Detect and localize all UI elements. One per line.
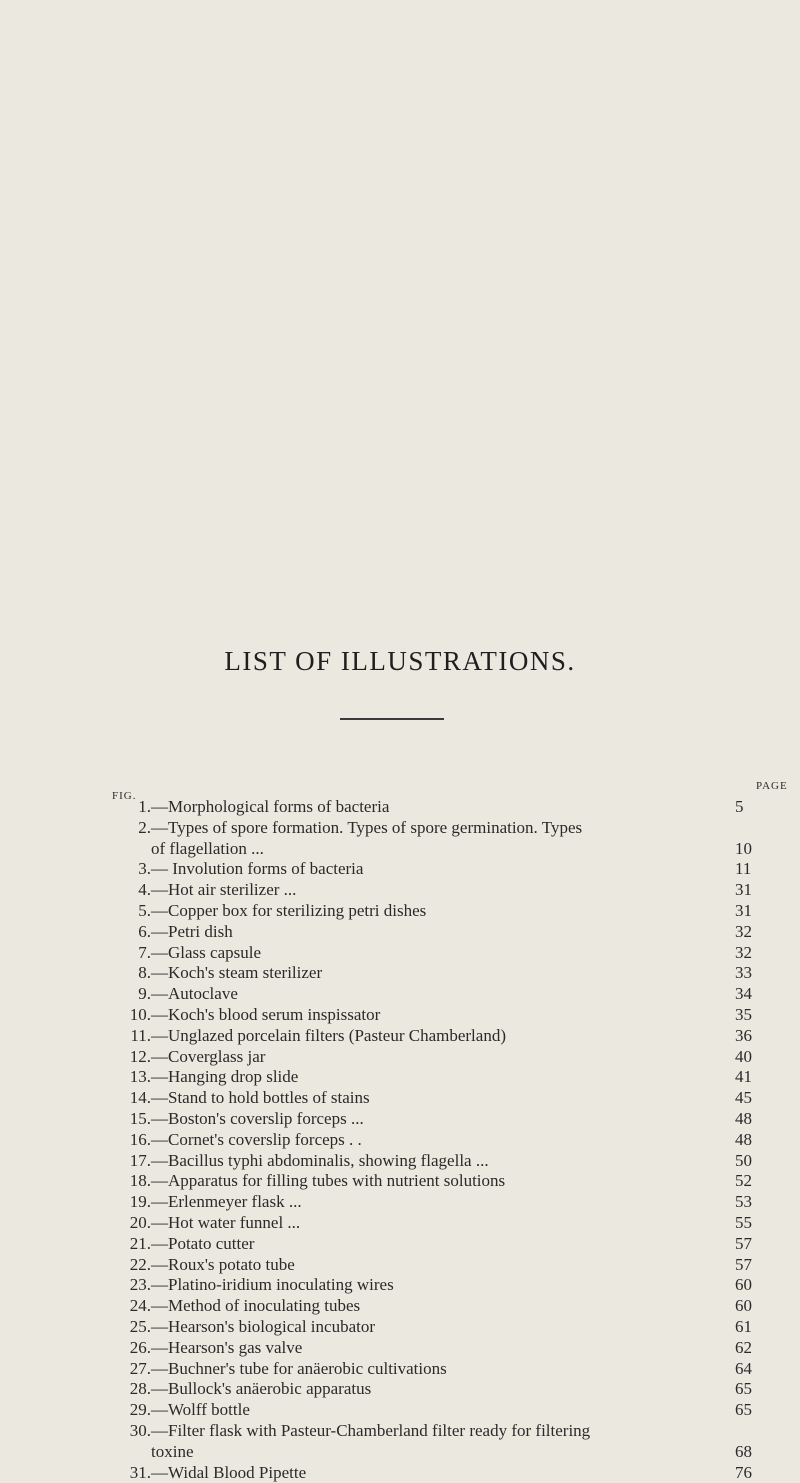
page-number: 32 <box>735 943 775 964</box>
list-item <box>115 797 775 818</box>
figure-number: 6. <box>115 922 151 943</box>
page-number: 48 <box>735 1130 775 1151</box>
figure-number: 28. <box>115 1379 151 1400</box>
list-item <box>115 818 775 839</box>
list-item <box>115 1047 775 1068</box>
page-column-header: PAGE <box>756 780 788 792</box>
page-number: 35 <box>735 1005 775 1026</box>
figure-caption: —Erlenmeyer flask ... <box>151 1192 302 1211</box>
figure-number: 23. <box>115 1275 151 1296</box>
page-number: 76 <box>735 1463 775 1483</box>
list-item <box>115 984 775 1005</box>
figure-number: 18. <box>115 1171 151 1192</box>
figure-number: 19. <box>115 1192 151 1213</box>
figure-number: 10. <box>115 1005 151 1026</box>
figure-number: 11. <box>115 1026 151 1047</box>
list-item <box>115 880 775 901</box>
list-item <box>115 901 775 922</box>
figure-number: 22. <box>115 1255 151 1276</box>
figure-caption: —Apparatus for filling tubes with nutrient solutions <box>151 1171 505 1190</box>
page-number: 10 <box>735 839 775 860</box>
page-number: 60 <box>735 1296 775 1317</box>
figure-number: 12. <box>115 1047 151 1068</box>
figure-number: 4. <box>115 880 151 901</box>
figure-caption: —Wolff bottle <box>151 1400 250 1419</box>
figure-caption: —Petri dish <box>151 922 233 941</box>
page-number: 31 <box>735 880 775 901</box>
figure-number: 2. <box>115 818 151 839</box>
figure-number: 24. <box>115 1296 151 1317</box>
list-item-continuation <box>115 839 775 860</box>
figure-caption: —Koch's blood serum inspissator <box>151 1005 380 1024</box>
figure-number: 5. <box>115 901 151 922</box>
page-number: 57 <box>735 1255 775 1276</box>
figure-caption: —Hearson's biological incubator <box>151 1317 375 1336</box>
list-item <box>115 1317 775 1338</box>
figure-number: 16. <box>115 1130 151 1151</box>
figure-caption-continuation: of flagellation ... <box>115 839 264 858</box>
page-number: 31 <box>735 901 775 922</box>
figure-number: 20. <box>115 1213 151 1234</box>
figure-number: 21. <box>115 1234 151 1255</box>
list-item <box>115 1463 775 1483</box>
page-number: 64 <box>735 1359 775 1380</box>
figure-caption: —Widal Blood Pipette <box>151 1463 306 1482</box>
page-number: 36 <box>735 1026 775 1047</box>
figure-number: 8. <box>115 963 151 984</box>
list-item <box>115 1400 775 1421</box>
figure-caption: —Hot water funnel ... <box>151 1213 300 1232</box>
figure-caption: —Method of inoculating tubes <box>151 1296 360 1315</box>
figure-caption: —Boston's coverslip forceps ... <box>151 1109 364 1128</box>
page-number: 65 <box>735 1400 775 1421</box>
list-item <box>115 1213 775 1234</box>
list-item <box>115 1088 775 1109</box>
fig-column-header: FIG. <box>112 790 136 802</box>
page-number: 40 <box>735 1047 775 1068</box>
figure-caption: —Hanging drop slide <box>151 1067 298 1086</box>
figure-caption: —Morphological forms of bacteria <box>151 797 389 816</box>
list-item <box>115 1192 775 1213</box>
page-number: 11 <box>735 859 775 880</box>
figure-caption: —Stand to hold bottles of stains <box>151 1088 370 1107</box>
figure-number: 30. <box>115 1421 151 1442</box>
list-item <box>115 1151 775 1172</box>
page-title: LIST OF ILLUSTRATIONS. <box>0 646 800 677</box>
figure-caption: —Koch's steam sterilizer <box>151 963 322 982</box>
figure-caption: —Types of spore formation. Types of spore germination. Types <box>151 818 582 837</box>
figure-caption: —Bullock's anäerobic apparatus <box>151 1379 371 1398</box>
figure-number: 27. <box>115 1359 151 1380</box>
list-item <box>115 1421 775 1442</box>
figure-caption: —Potato cutter <box>151 1234 254 1253</box>
list-item <box>115 1130 775 1151</box>
figure-caption: —Bacillus typhi abdominalis, showing flagella ... <box>151 1151 489 1170</box>
figure-caption-continuation: toxine <box>115 1442 194 1461</box>
list-item <box>115 1005 775 1026</box>
figure-number: 17. <box>115 1151 151 1172</box>
figure-caption: —Unglazed porcelain filters (Pasteur Chamberland) <box>151 1026 506 1045</box>
page-number: 48 <box>735 1109 775 1130</box>
page-number: 57 <box>735 1234 775 1255</box>
list-item <box>115 1109 775 1130</box>
figure-number: 25. <box>115 1317 151 1338</box>
figure-caption: — Involution forms of bacteria <box>151 859 363 878</box>
figure-number: 29. <box>115 1400 151 1421</box>
page-number: 45 <box>735 1088 775 1109</box>
figure-number: 31. <box>115 1463 151 1483</box>
list-item <box>115 1359 775 1380</box>
figure-caption: —Platino-iridium inoculating wires <box>151 1275 394 1294</box>
figure-number: 15. <box>115 1109 151 1130</box>
illustrations-list <box>115 797 775 1483</box>
list-item <box>115 1379 775 1400</box>
figure-caption: —Autoclave <box>151 984 238 1003</box>
list-item <box>115 922 775 943</box>
figure-caption: —Hearson's gas valve <box>151 1338 302 1357</box>
figure-number: 7. <box>115 943 151 964</box>
page-number: 60 <box>735 1275 775 1296</box>
list-item <box>115 943 775 964</box>
page-number: 41 <box>735 1067 775 1088</box>
figure-number: 1. <box>115 797 151 818</box>
page-number: 5 <box>735 797 775 818</box>
list-item <box>115 859 775 880</box>
figure-caption: —Copper box for sterilizing petri dishes <box>151 901 426 920</box>
list-item <box>115 1234 775 1255</box>
figure-number: 9. <box>115 984 151 1005</box>
figure-caption: —Glass capsule <box>151 943 261 962</box>
figure-caption: —Filter flask with Pasteur-Chamberland filter ready for filtering <box>151 1421 590 1440</box>
title-rule <box>340 718 444 720</box>
page-number: 50 <box>735 1151 775 1172</box>
page-number: 32 <box>735 922 775 943</box>
figure-caption: —Coverglass jar <box>151 1047 265 1066</box>
page-number: 68 <box>735 1442 775 1463</box>
page-number: 33 <box>735 963 775 984</box>
list-item <box>115 1275 775 1296</box>
page-number: 55 <box>735 1213 775 1234</box>
page-number: 62 <box>735 1338 775 1359</box>
page-number: 65 <box>735 1379 775 1400</box>
figure-caption: —Roux's potato tube <box>151 1255 295 1274</box>
page-number: 61 <box>735 1317 775 1338</box>
page-number: 52 <box>735 1171 775 1192</box>
figure-number: 3. <box>115 859 151 880</box>
list-item <box>115 1026 775 1047</box>
page-number: 34 <box>735 984 775 1005</box>
figure-number: 26. <box>115 1338 151 1359</box>
figure-number: 13. <box>115 1067 151 1088</box>
figure-caption: —Buchner's tube for anäerobic cultivations <box>151 1359 447 1378</box>
figure-number: 14. <box>115 1088 151 1109</box>
list-item <box>115 1067 775 1088</box>
list-item <box>115 963 775 984</box>
list-item <box>115 1255 775 1276</box>
list-item <box>115 1338 775 1359</box>
page-number: 53 <box>735 1192 775 1213</box>
list-item-continuation <box>115 1442 775 1463</box>
list-item <box>115 1171 775 1192</box>
figure-caption: —Hot air sterilizer ... <box>151 880 296 899</box>
figure-caption: —Cornet's coverslip forceps . . <box>151 1130 362 1149</box>
